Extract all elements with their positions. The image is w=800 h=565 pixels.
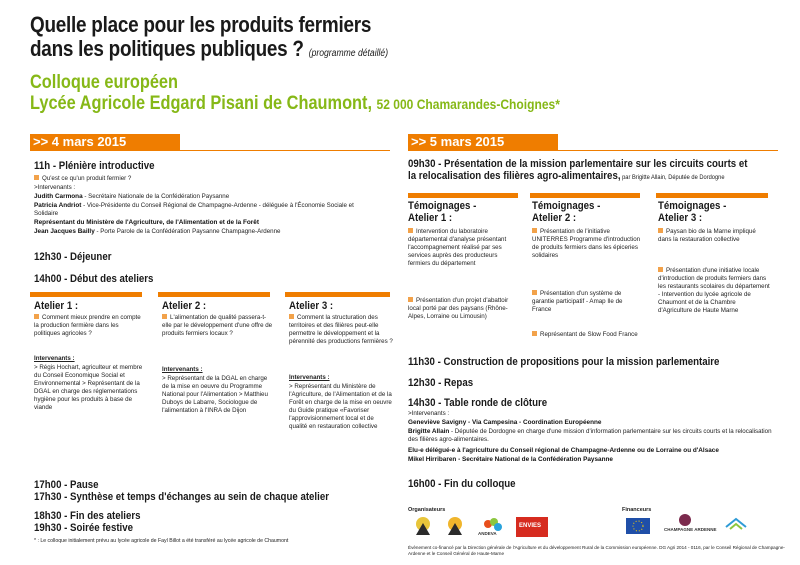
temoignage2-title: Témoignages - Atelier 2 : [532, 200, 601, 224]
atelier1-question-text: Comment mieux prendre en compte la production fermière dans les politiques agricoles ? [34, 314, 141, 337]
day1-pleniere-question-text: Qu'est ce qu'un produit fermier ? [42, 175, 132, 182]
atelier2-body: > Représentant de la DGAL en charge de la mise en oeuvre du Programme National pour l'Alimentation > Matthieu Duboys de Labarre, Sociologue de l'alimentation à l'INRA de Dijon [162, 375, 268, 414]
day2-repas: 12h30 - Repas [408, 377, 474, 389]
day2-fin-colloque: 16h00 - Fin du colloque [408, 478, 516, 490]
bullet-icon [532, 331, 537, 336]
footer-credit: Évènement co-financé par la Direction générale de l'Agriculture et du développement Rural de la Commission européenne. DG Agri 2014 - 0116, par le Conseil Régional de Champagne-Ardenne et le Conseil Général de Haute-Marne [408, 545, 785, 556]
temoignage1-b1 [408, 228, 520, 268]
day2-presentation-line1: 09h30 - Présentation de la mission parlementaire sur les circuits courts et [408, 158, 748, 170]
andeva-logo-text: ANDEVA [478, 531, 497, 536]
title-line-2 [30, 38, 388, 65]
r4-role: - Secrétaire National de la Confédération Paysanne [456, 456, 613, 463]
r2-role: - Députée de Dordogne en charge d'une mission d'information parlementaire sur les circuits courts et la relocalisation des filières agro-alimentaires. [408, 428, 772, 443]
atelier2-question-text: L'alimentation de qualité passera-t-elle par le développement d'une offre de produits fermiers locaux ? [162, 314, 273, 337]
temoignage2-b3 [532, 331, 642, 339]
temoignage1-b2-text: Présentation d'un projet d'abattoir local porté par des paysans (Rhône-Alpes, Lorraine ou Limousin) [408, 297, 509, 320]
day1-pleniere-p3: Représentant du Ministère de l'Agriculture, de l'Alimentation et de la Forêt [34, 219, 259, 226]
temoignage3-title: Témoignages - Atelier 3 : [658, 200, 727, 224]
day1-lunch: 12h30 - Déjeuner [34, 251, 112, 263]
bullet-icon [289, 314, 294, 319]
temoignage1-title: Témoignages - Atelier 1 : [408, 200, 477, 224]
bullet-icon [408, 228, 413, 233]
p4-name: Jean Jacques Bailly [34, 228, 95, 235]
day1-pleniere-p2 [34, 202, 369, 218]
day2-r3: Elu-e délégué-e à l'agriculture du Conseil régional de Champagne-Ardenne ou de Lorraine ou d'Alsace [408, 447, 719, 454]
atelier3-strip [285, 292, 390, 297]
temoignage1-b2 [408, 297, 520, 321]
day1-pleniere-p4 [34, 228, 379, 236]
atelier2-title: Atelier 2 : [162, 300, 207, 312]
p4-role: - Porte Parole de la Confédération Paysanne Champagne-Ardenne [94, 228, 281, 235]
bullet-icon [162, 314, 167, 319]
financeurs-label: Financeurs [622, 507, 652, 513]
region-logo-text: CHAMPAGNE ARDENNE [664, 527, 717, 532]
temoignage3-b2 [658, 267, 770, 315]
atelier2-intervenants: Intervenants : [162, 366, 203, 373]
envies-logo [516, 517, 548, 537]
title-line-2-text: dans les politiques publiques ? [30, 36, 304, 61]
organisateurs-label: Organisateurs [408, 507, 446, 513]
day1-rule [30, 150, 390, 151]
bullet-icon [658, 228, 663, 233]
title-note: (programme détaillé) [308, 48, 389, 59]
atelier1-question [34, 314, 144, 338]
eu-flag-icon [626, 518, 650, 534]
day1-pleniere-p1 [34, 193, 379, 201]
bullet-icon [34, 314, 39, 319]
day1-pleniere-question [34, 175, 384, 183]
temoignage3-strip [656, 193, 768, 198]
day2-presentation-line2-text: la relocalisation des filières agro-alimentaires, [408, 170, 621, 182]
temoignage1-strip [408, 193, 518, 198]
bullet-icon [532, 290, 537, 295]
day2-construction: 11h30 - Construction de propositions pour la mission parlementaire [408, 356, 720, 368]
envies-logo-text: ENVIES [519, 523, 542, 529]
temoignage3-b1 [658, 228, 770, 244]
atelier1-title: Atelier 1 : [34, 300, 79, 312]
atelier1-body: > Régis Hochart, agriculteur et membre du Conseil Economique Social et Environnemental > Représentant de la DGAL en charge des réglementations hygiène pour les produits à base de viande [34, 364, 143, 411]
atelier3-question [289, 314, 393, 346]
day2-rule [408, 150, 778, 151]
temoignage2-b2-text: Présentation d'un système de garantie participatif - Amap Ile de France [532, 290, 623, 313]
confederation-paysanne-ca-logo [444, 515, 466, 537]
atelier2-question [162, 314, 274, 338]
day1-ateliers-start: 14h00 - Début des ateliers [34, 273, 154, 285]
day2-r2 [408, 428, 780, 444]
day2-date-bar: >> 5 mars 2015 [408, 134, 558, 150]
day2-presentation-line2 [408, 170, 795, 184]
day1-soiree: 19h30 - Soirée festive [34, 522, 134, 534]
bullet-icon [532, 228, 537, 233]
temoignage3-b1-text: Paysan bio de la Marne impliqué dans la restauration collective [658, 228, 756, 243]
subtitle-venue-address: 52 000 Chamarandes-Choignes* [376, 96, 560, 112]
day1-pleniere-title: 11h - Plénière introductive [34, 160, 155, 172]
day1-fin-ateliers: 18h30 - Fin des ateliers [34, 510, 141, 522]
day1-pleniere-intervenants: >Intervenants : [34, 184, 76, 191]
day2-presentation-by: par Brigitte Allain, Députée de Dordogne [620, 174, 725, 181]
temoignage2-b3-text: Représentant de Slow Food France [540, 331, 638, 338]
atelier3-intervenants: Intervenants : [289, 374, 330, 381]
temoignage2-b1-text: Présentation de l'initiative UNITERRES Programme d'introduction de produits fermiers dans les épiceries solidaires [532, 228, 641, 259]
day1-pause: 17h00 - Pause [34, 479, 99, 491]
title-line-1: Quelle place pour les produits fermiers [30, 12, 372, 37]
atelier1-intervenants: Intervenants : [34, 355, 75, 362]
atelier1-strip [30, 292, 142, 297]
subtitle-venue [30, 94, 560, 114]
day2-r1: Geneviève Savigny - Via Campesina - Coordination Européenne [408, 419, 602, 426]
andeva-logo [478, 516, 508, 538]
temoignage1-b1-text: Intervention du laboratoire départemental d'analyse présentant l'accompagnement réalisé par ses services auprès des producteurs fermiers du département [408, 228, 507, 267]
day1-synthese: 17h30 - Synthèse et temps d'échanges au sein de chaque atelier [34, 491, 329, 503]
region-champagne-ardenne-logo [664, 513, 717, 537]
atelier2-strip [158, 292, 270, 297]
temoignage2-b2 [532, 290, 642, 314]
p1-role: - Secrétaire Nationale de la Confédération Paysanne [82, 193, 230, 200]
confederation-paysanne-logo [412, 515, 434, 537]
p1-name: Judith Carmona [34, 193, 83, 200]
atelier3-body: > Représentant du Ministère de l'Agriculture, de l'Alimentation et de la Forêt en charge de la mise en oeuvre du Guide pratique «Favoriser l'approvisionnement local et de qualité en restauration collective [289, 383, 392, 430]
subtitle-venue-main: Lycée Agricole Edgard Pisani de Chaumont, [30, 93, 373, 114]
subtitle-colloque: Colloque européen [30, 72, 178, 93]
haute-marne-logo [722, 515, 750, 535]
temoignage2-strip [530, 193, 640, 198]
day1-date-bar: >> 4 mars 2015 [30, 134, 180, 150]
footnote: * : Le colloque initialement prévu au lycée agricole de Fayl Billot a été transféré au lycée agricole de Chaumont [34, 538, 289, 544]
r2-name: Brigitte Allain [408, 428, 450, 435]
r4-name: Mikel Hirribaren [408, 456, 457, 463]
bullet-icon [658, 267, 663, 272]
day2-table-intervenants: >Intervenants : [408, 410, 450, 417]
p2-role: - Vice-Présidente du Conseil Régional de Champagne-Ardenne - déléguée à l'Économie Sociale et Solidaire [34, 202, 354, 217]
bullet-icon [34, 175, 39, 180]
bullet-icon [408, 297, 413, 302]
temoignage3-b2-text: Présentation d'une initiative locale d'introduction de produits fermiers dans les restaurants scolaires du département - Intervention du lycée agricole de Chaumont et de la Chambre d'Agriculture de Haute Marne [658, 267, 770, 314]
atelier3-question-text: Comment la structuration des territoires et des filières peut-elle permettre le développement et la pérennité des productions fermières ? [289, 314, 393, 345]
p2-name: Patricia Andriot [34, 202, 82, 209]
day2-r4 [408, 456, 780, 464]
temoignage2-b1 [532, 228, 642, 260]
atelier3-title: Atelier 3 : [289, 300, 334, 312]
day2-table-ronde: 14h30 - Table ronde de clôture [408, 397, 548, 409]
